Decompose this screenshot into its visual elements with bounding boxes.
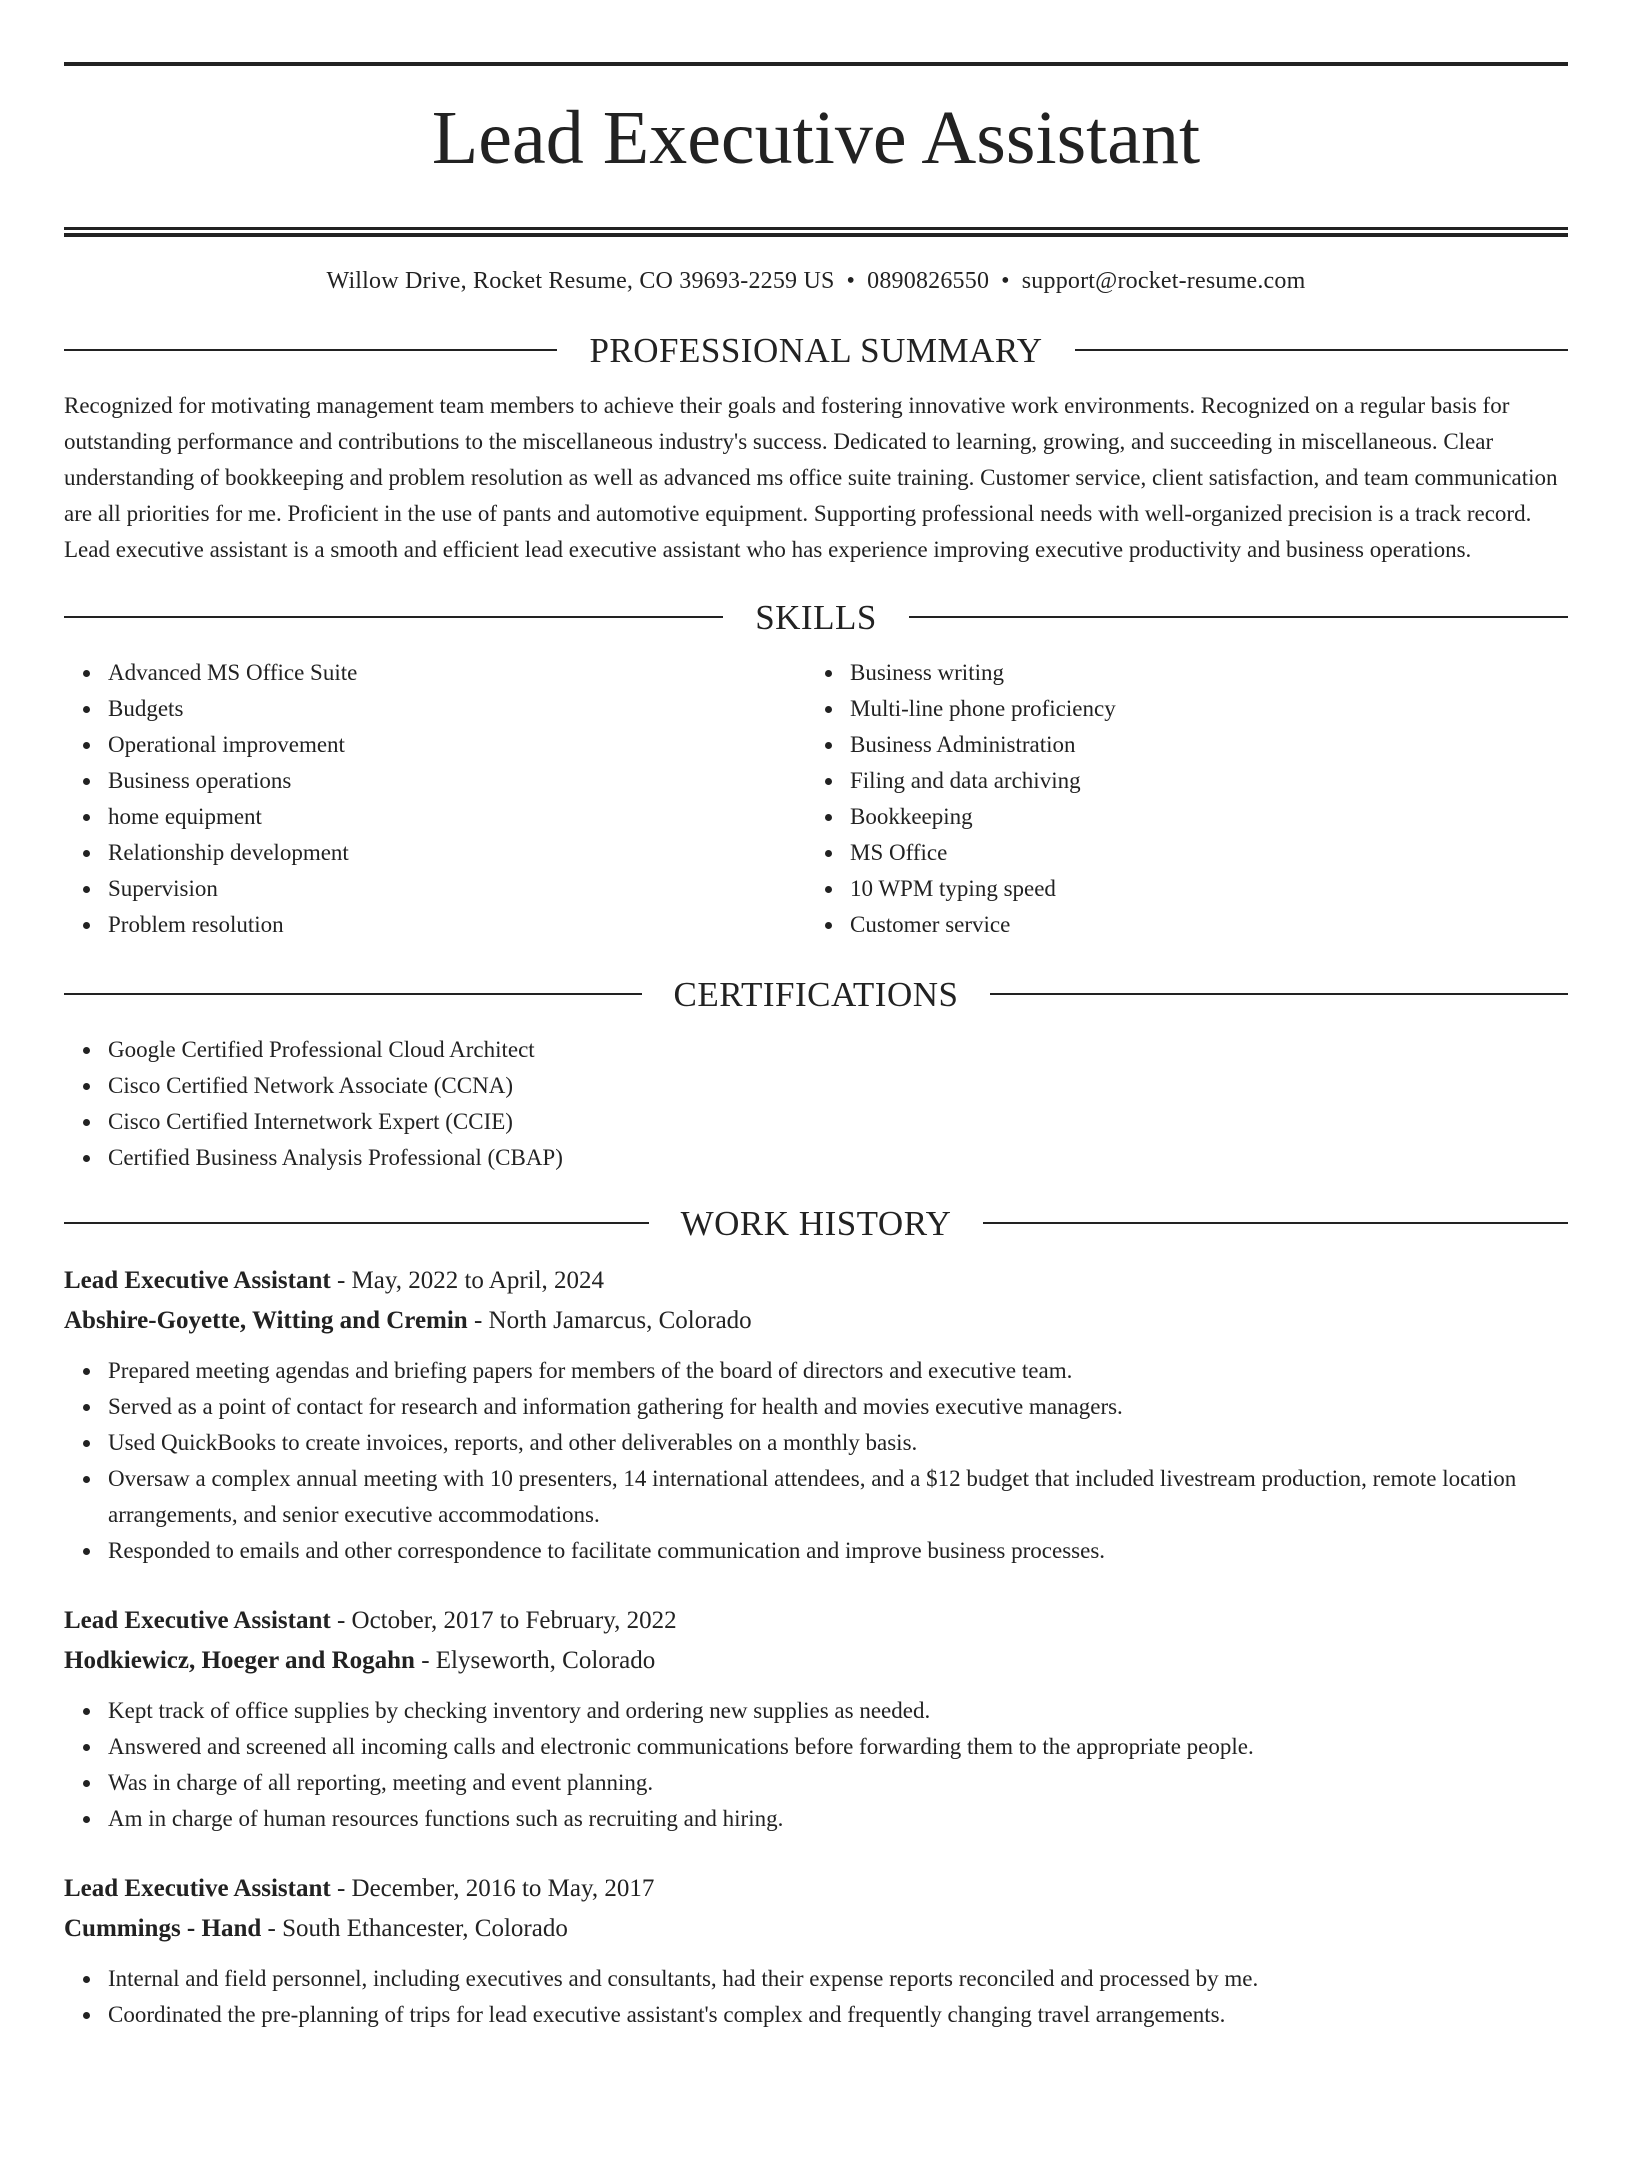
skill-item: Multi-line phone proficiency bbox=[850, 691, 1548, 727]
job-entry bbox=[64, 1601, 1568, 1837]
skill-item: Relationship development bbox=[108, 835, 806, 871]
job-bullet: Coordinated the pre-planning of trips for lead executive assistant's complex and frequently changing travel arrangements. bbox=[108, 1997, 1568, 2033]
divider-line bbox=[64, 616, 723, 618]
skill-item: 10 WPM typing speed bbox=[850, 871, 1548, 907]
divider-line bbox=[990, 993, 1568, 995]
job-bullet: Served as a point of contact for research and information gathering for health and movies executive managers. bbox=[108, 1389, 1568, 1425]
certifications-heading: CERTIFICATIONS bbox=[673, 974, 959, 1014]
job-entry bbox=[64, 1261, 1568, 1569]
work-history-section-header bbox=[64, 1203, 1568, 1243]
job-title-line bbox=[64, 1601, 1568, 1641]
job-bullets bbox=[64, 1353, 1568, 1569]
job-dates: - October, 2017 to February, 2022 bbox=[330, 1606, 677, 1634]
resume-page bbox=[0, 62, 1632, 2174]
skill-item: Business writing bbox=[850, 655, 1548, 691]
job-dates: - May, 2022 to April, 2024 bbox=[330, 1266, 605, 1294]
certification-item: Cisco Certified Internetwork Expert (CCIE) bbox=[108, 1104, 1568, 1140]
skill-item: Advanced MS Office Suite bbox=[108, 655, 806, 691]
job-bullet: Answered and screened all incoming calls and electronic communications before forwarding them to the appropriate people. bbox=[108, 1729, 1568, 1765]
certification-item: Google Certified Professional Cloud Architect bbox=[108, 1032, 1568, 1068]
divider-line bbox=[909, 616, 1568, 618]
job-bullets bbox=[64, 1961, 1568, 2033]
skill-item: Operational improvement bbox=[108, 727, 806, 763]
job-company: Hodkiewicz, Hoeger and Rogahn bbox=[64, 1646, 415, 1674]
divider-line bbox=[64, 1222, 649, 1224]
job-company-line bbox=[64, 1301, 1568, 1341]
divider-line bbox=[64, 349, 557, 351]
divider-line bbox=[983, 1222, 1568, 1224]
job-title-line bbox=[64, 1869, 1568, 1909]
job-bullet: Am in charge of human resources functions such as recruiting and hiring. bbox=[108, 1801, 1568, 1837]
contact-phone: 0890826550 bbox=[867, 267, 990, 294]
contact-email: support@rocket-resume.com bbox=[1021, 267, 1306, 294]
top-rule bbox=[64, 62, 1568, 66]
certification-item: Cisco Certified Network Associate (CCNA) bbox=[108, 1068, 1568, 1104]
skill-item: Filing and data archiving bbox=[850, 763, 1548, 799]
skill-item: MS Office bbox=[850, 835, 1548, 871]
contact-separator: • bbox=[846, 267, 856, 294]
certification-item: Certified Business Analysis Professional (CBAP) bbox=[108, 1140, 1568, 1176]
job-bullet: Used QuickBooks to create invoices, reports, and other deliverables on a monthly basis. bbox=[108, 1425, 1568, 1461]
skill-item: Business Administration bbox=[850, 727, 1548, 763]
job-location: - South Ethancester, Colorado bbox=[261, 1914, 568, 1942]
certifications-list bbox=[64, 1032, 1568, 1176]
job-bullets bbox=[64, 1693, 1568, 1837]
divider-line bbox=[64, 993, 642, 995]
job-bullet: Was in charge of all reporting, meeting and event planning. bbox=[108, 1765, 1568, 1801]
job-location: - North Jamarcus, Colorado bbox=[467, 1306, 752, 1334]
skill-item: Bookkeeping bbox=[850, 799, 1548, 835]
contact-address: Willow Drive, Rocket Resume, CO 39693-2259 US bbox=[326, 267, 835, 294]
job-bullet: Responded to emails and other correspondence to facilitate communication and improve business processes. bbox=[108, 1533, 1568, 1569]
resume-title: Lead Executive Assistant bbox=[431, 96, 1201, 180]
summary-heading: PROFESSIONAL SUMMARY bbox=[589, 330, 1043, 370]
skills-column-left bbox=[64, 655, 806, 943]
skills-list bbox=[64, 655, 1568, 943]
skills-heading: SKILLS bbox=[755, 597, 877, 637]
job-entry bbox=[64, 1869, 1568, 2033]
job-company-line bbox=[64, 1909, 1568, 1949]
divider-line bbox=[1075, 349, 1568, 351]
job-dates: - December, 2016 to May, 2017 bbox=[330, 1874, 655, 1902]
job-company-line bbox=[64, 1641, 1568, 1681]
job-bullet: Kept track of office supplies by checking inventory and ordering new supplies as needed. bbox=[108, 1693, 1568, 1729]
job-company: Abshire-Goyette, Witting and Cremin bbox=[64, 1306, 468, 1334]
job-location: - Elyseworth, Colorado bbox=[414, 1646, 656, 1674]
skill-item: Business operations bbox=[108, 763, 806, 799]
job-company: Cummings - Hand bbox=[64, 1914, 262, 1942]
job-title: Lead Executive Assistant bbox=[64, 1606, 331, 1634]
skill-item: home equipment bbox=[108, 799, 806, 835]
job-bullet: Prepared meeting agendas and briefing papers for members of the board of directors and executive team. bbox=[108, 1353, 1568, 1389]
job-title-line bbox=[64, 1261, 1568, 1301]
skill-item: Budgets bbox=[108, 691, 806, 727]
job-bullet: Internal and field personnel, including executives and consultants, had their expense reports reconciled and processed by me. bbox=[108, 1961, 1568, 1997]
work-history-heading: WORK HISTORY bbox=[680, 1203, 952, 1243]
job-title: Lead Executive Assistant bbox=[64, 1266, 331, 1294]
skills-section-header bbox=[64, 597, 1568, 637]
skill-item: Customer service bbox=[850, 907, 1548, 943]
contact-line bbox=[64, 268, 1568, 295]
title-double-rule bbox=[64, 227, 1568, 237]
certifications-section-header bbox=[64, 974, 1568, 1014]
job-title: Lead Executive Assistant bbox=[64, 1874, 331, 1902]
contact-separator: • bbox=[1001, 267, 1010, 294]
summary-section-header bbox=[64, 330, 1568, 370]
skill-item: Supervision bbox=[108, 871, 806, 907]
skill-item: Problem resolution bbox=[108, 907, 806, 943]
job-bullet: Oversaw a complex annual meeting with 10 presenters, 14 international attendees, and a $12 budget that included livestream production, remote location arrangements, and senior executive accommodations. bbox=[108, 1461, 1568, 1533]
skills-column-right bbox=[806, 655, 1548, 943]
summary-text: Recognized for motivating management team members to achieve their goals and fostering innovative work environments. Recognized on a regular basis for outstanding performance and contributions to the miscellaneous industry's success. Dedicated to learning, growing, and succeeding in miscellaneous. Clear understanding of bookkeeping and problem resolution as well as advanced ms office suite training. Customer service, client satisfaction, and team communication are all priorities for me. Proficient in the use of pants and automotive equipment. Supporting professional needs with well-organized precision is a track record. Lead executive assistant is a smooth and efficient lead executive assistant who has experience improving executive productivity and business operations. bbox=[64, 392, 1558, 562]
